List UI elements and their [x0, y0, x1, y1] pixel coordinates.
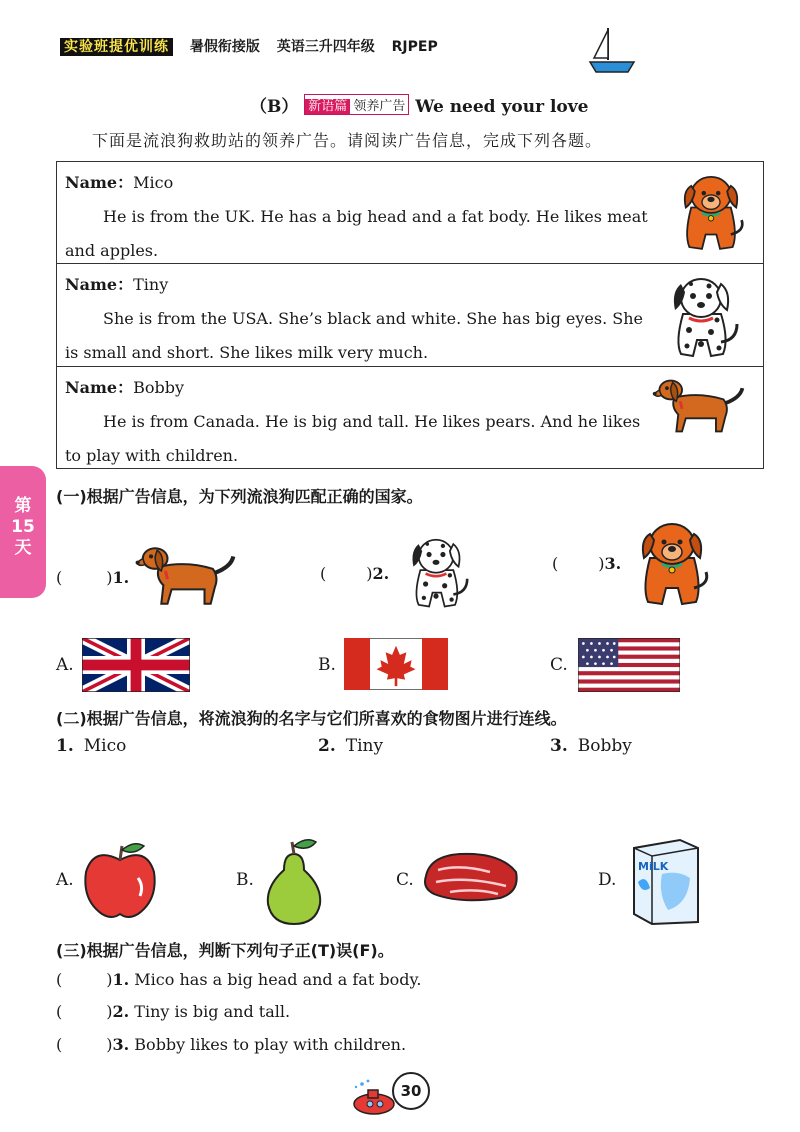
food-b-label: B.	[236, 870, 254, 890]
judge-item-1: ( )1. Mico has a big head and a fat body.	[56, 970, 422, 989]
option-b-label: B.	[318, 655, 336, 675]
submarine-icon	[348, 1078, 398, 1118]
day-side-tab: 第 15 天	[0, 466, 46, 598]
name-label: Name：	[65, 275, 134, 294]
ad-tiny	[57, 264, 763, 367]
food-d-label: D.	[598, 870, 617, 890]
milk-carton-icon[interactable]	[628, 834, 702, 926]
pear-icon[interactable]	[262, 836, 326, 926]
section-tag	[304, 94, 409, 115]
section-title	[250, 92, 588, 117]
instruction: 下面是流浪狗救助站的领养广告。请阅读广告信息，完成下列各题。	[92, 131, 603, 150]
dog-name: Bobby	[133, 378, 185, 397]
usa-flag-icon	[578, 638, 680, 692]
carton-label: MiLK	[638, 860, 669, 873]
part3-title: (三)根据广告信息，判断下列句子正(T)误(F)。	[56, 941, 394, 960]
page-header	[60, 36, 450, 56]
ad-text: He is from the UK. He has a big head and a fat body. He likes meat and apples.	[65, 207, 648, 260]
match-item-1: ( )1.	[56, 568, 130, 587]
judge-item-3: ( )3. Bobby likes to play with children.	[56, 1035, 407, 1054]
dog-name: Mico	[133, 173, 174, 192]
name-item-3[interactable]: 3. Bobby	[550, 736, 632, 756]
dog-bobby-icon	[134, 540, 238, 612]
section-label: （B）	[250, 97, 299, 117]
part1-title: (一)根据广告信息，为下列流浪狗匹配正确的国家。	[56, 487, 423, 506]
sailboat-icon	[586, 26, 638, 76]
ads-box	[56, 161, 764, 469]
series-name: 实验班提优训练	[60, 38, 173, 56]
subject-label: 英语三升四年级	[276, 39, 375, 55]
part2-title: (二)根据广告信息，将流浪狗的名字与它们所喜欢的食物图片进行连线。	[56, 709, 567, 728]
tag-main: 新语篇	[305, 99, 350, 114]
option-a-label: A.	[56, 655, 74, 675]
match-item-3: ( )3.	[552, 554, 622, 573]
name-label: Name：	[65, 378, 134, 397]
name-label: Name：	[65, 173, 134, 192]
dog-mico-icon	[632, 514, 712, 612]
dog-name: Tiny	[133, 275, 169, 294]
name-item-2[interactable]: 2. Tiny	[318, 736, 384, 756]
ad-mico	[57, 162, 763, 264]
ad-text: She is from the USA. She’s black and white. She has big eyes. She is small and short. She likes milk very much.	[65, 309, 644, 362]
judge-item-2: ( )2. Tiny is big and tall.	[56, 1002, 291, 1021]
meat-icon[interactable]	[420, 848, 522, 904]
dog-tiny-icon	[396, 532, 476, 610]
page-number: 30	[392, 1072, 430, 1110]
food-c-label: C.	[396, 870, 414, 890]
tag-sub: 领养广告	[353, 99, 406, 114]
uk-flag-icon	[82, 638, 190, 692]
match-item-2: ( )2.	[320, 564, 390, 583]
section-heading: We need your love	[415, 97, 589, 117]
apple-icon[interactable]	[80, 838, 160, 920]
ad-bobby	[57, 367, 763, 468]
ad-text: He is from Canada. He is big and tall. He likes pears. And he likes to play with children.	[65, 412, 641, 465]
dog-mico-icon	[675, 168, 747, 256]
canada-flag-icon	[344, 638, 448, 690]
dog-tiny-icon	[661, 270, 741, 360]
dog-bobby-icon	[651, 373, 747, 439]
code-label: RJPEP	[391, 39, 438, 55]
edition-label: 暑假衔接版	[189, 39, 260, 55]
food-a-label: A.	[56, 870, 74, 890]
name-item-1[interactable]: 1. Mico	[56, 736, 127, 756]
option-c-label: C.	[550, 655, 568, 675]
